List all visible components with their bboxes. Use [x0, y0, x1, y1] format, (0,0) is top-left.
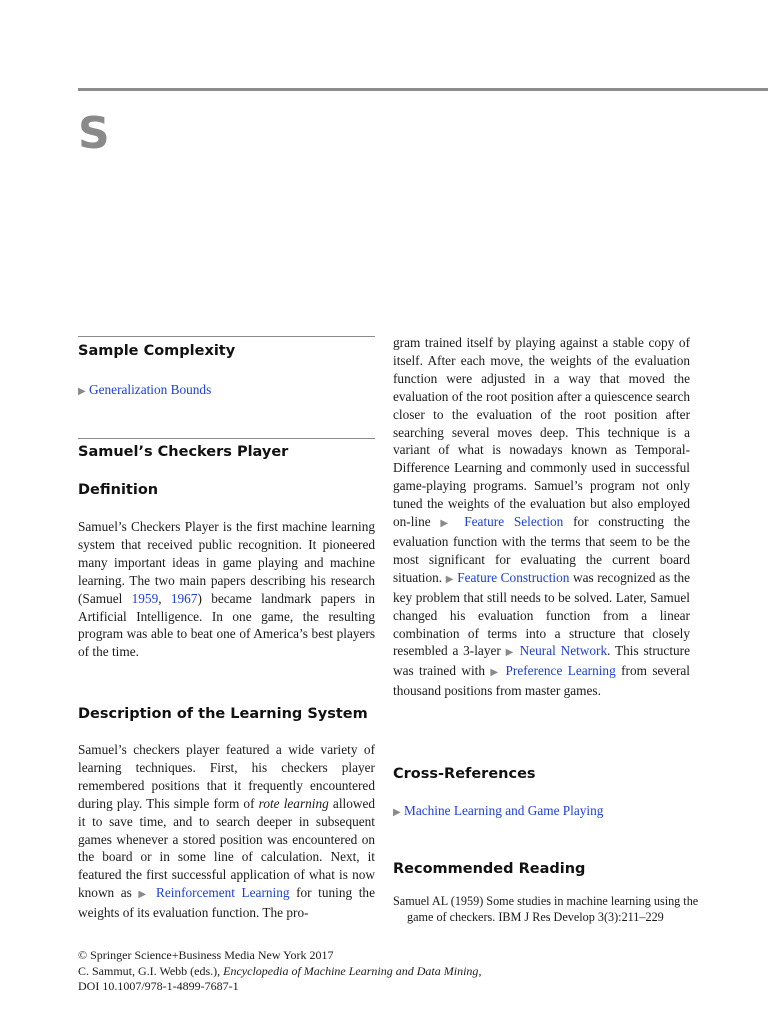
- text-run: Samuel’s Checkers Player is the first machine learning system that received public recognition. It pioneered many important ideas in game playing and machine learning. The two main papers describing his research (Samuel: [78, 519, 375, 606]
- cross-reference-item: [393, 802, 690, 822]
- text-run: gram trained itself by playing against a stable copy of itself. After each move, the weights of the evaluation function were adjusted in a way that moved the evaluation of the root position after a quiescence search closer to the evaluation of the root position after searching several moves deep. This technique is a variant of what is nowadays known as Temporal-Difference Learning and commonly used in successful game-playing programs. Samuel’s program not only tuned the weights of the evaluation but also employed on-line: [393, 335, 690, 530]
- recommended-reading-heading: Recommended Reading: [393, 861, 586, 877]
- text-run: ,: [158, 590, 171, 606]
- text-run: ,: [478, 963, 482, 978]
- link-generalization-bounds[interactable]: Generalization Bounds: [89, 382, 212, 397]
- reading-reference: Samuel AL (1959) Some studies in machine learning using the game of checkers. IBM J Res Develop 3(3):211–229: [393, 894, 699, 924]
- text-run: from several thousand positions from master games.: [393, 663, 690, 699]
- triangle-icon: ▶: [78, 386, 86, 397]
- link-samuel-1959[interactable]: 1959: [131, 590, 159, 606]
- link-samuel-1967[interactable]: 1967: [170, 590, 198, 606]
- description-paragraph: [78, 741, 375, 922]
- text-run: ) became landmark papers in Artificial Intelligence. In one game, the resulting program was able to beat one of America’s best players of the time.: [78, 590, 375, 660]
- text-run: . This structure was trained with: [393, 643, 690, 679]
- triangle-icon: ▶: [490, 667, 501, 679]
- link-feature-selection[interactable]: Feature Selection: [464, 514, 564, 530]
- definition-paragraph: [78, 518, 375, 661]
- sample-complexity-heading: Sample Complexity: [78, 343, 236, 359]
- triangle-icon: ▶: [440, 518, 455, 530]
- text-run: for constructing the evaluation function with the terms that seem to be the most significant for evaluating the current board situation.: [393, 514, 691, 585]
- text-run: Samuel’s checkers player featured a wide variety of learning techniques. First, his checkers player remembered positions that it frequently encountered during play. This simple form of: [78, 742, 375, 811]
- samuel-heading: Samuel’s Checkers Player: [78, 444, 289, 460]
- text-run: for tuning the weights of its evaluation function. The pro-: [78, 885, 375, 921]
- book-title: Encyclopedia of Machine Learning and Data Mining: [223, 963, 479, 978]
- triangle-icon: ▶: [505, 647, 515, 659]
- link-reinforcement-learning[interactable]: Reinforcement Learning: [155, 885, 290, 901]
- link-preference-learning[interactable]: Preference Learning: [505, 663, 616, 679]
- see-reference: [78, 381, 375, 401]
- link-ml-game-playing[interactable]: Machine Learning and Game Playing: [404, 803, 604, 818]
- cross-references-heading: Cross-References: [393, 766, 536, 782]
- continuation-paragraph: [393, 334, 690, 700]
- top-rule: [78, 88, 768, 91]
- editors-text: C. Sammut, G.I. Webb (eds.),: [78, 963, 224, 978]
- triangle-icon: ▶: [393, 807, 401, 818]
- triangle-icon: ▶: [445, 573, 454, 585]
- entry-rule: [78, 438, 375, 439]
- triangle-icon: ▶: [138, 889, 150, 901]
- entry-rule: [78, 336, 375, 337]
- description-heading: Description of the Learning System: [78, 706, 368, 722]
- citation-line: [78, 964, 678, 980]
- link-neural-network[interactable]: Neural Network: [519, 643, 608, 659]
- section-letter: S: [78, 108, 110, 159]
- link-feature-construction[interactable]: Feature Construction: [457, 569, 570, 585]
- page-footer: [78, 948, 678, 995]
- text-run: was recognized as the key problem that still needs to be solved. Later, Samuel changed his evaluation function from a linear combination of terms into a structure that closely resembled a 3-layer: [393, 569, 691, 659]
- text-run: allowed it to save time, and to search deeper in subsequent games whenever a stored position was encountered on the board or in some line of calculation. Next, it featured the first successful application of what is now known as: [78, 795, 376, 901]
- rote-learning-term: rote learning: [258, 795, 329, 811]
- definition-heading: Definition: [78, 482, 159, 498]
- doi-line: DOI 10.1007/978-1-4899-7687-1: [78, 979, 239, 993]
- copyright-line: © Springer Science+Business Media New York 2017: [78, 948, 334, 962]
